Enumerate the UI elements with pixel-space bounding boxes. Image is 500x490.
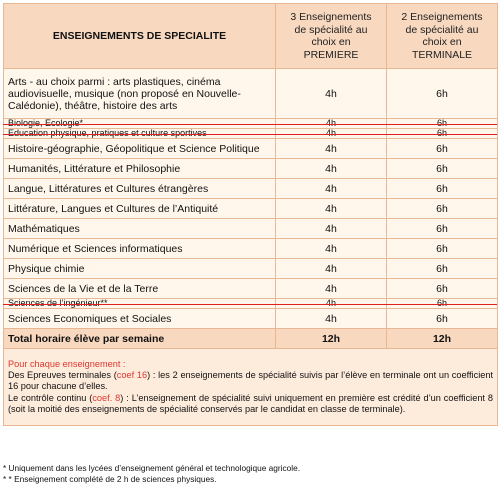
notes-row	[4, 349, 498, 426]
coef-8: coef. 8	[92, 392, 121, 403]
notes-paragraph-epreuves: Des Epreuves terminales (coef 16) : les 2 enseignements de spécialité suivis par l’élève en terminale ont un coefficient 16 pour chacune d’elles.	[8, 370, 494, 392]
total-label: Total horaire élève par semaine	[4, 329, 276, 349]
row-premiere-hours: 4h	[276, 69, 387, 119]
row-terminale-hours: 6h	[387, 119, 498, 129]
row-terminale-hours: 6h	[387, 159, 498, 179]
row-terminale-hours: 6h	[387, 309, 498, 329]
total-premiere-hours: 12h	[276, 329, 387, 349]
table-row	[4, 219, 498, 239]
row-label: Histoire-géographie, Géopolitique et Science Politique	[4, 139, 276, 159]
row-premiere-hours: 4h	[276, 309, 387, 329]
table-row	[4, 69, 498, 119]
footnote-1: * Uniquement dans les lycées d’enseignement général et technologique agricole.	[3, 463, 301, 473]
row-label: Biologie, Ecologie*	[4, 119, 276, 129]
row-premiere-hours: 4h	[276, 139, 387, 159]
row-label: Numérique et Sciences informatiques	[4, 239, 276, 259]
row-terminale-hours: 6h	[387, 279, 498, 299]
row-label: Sciences de l’ingénieur**	[4, 299, 276, 309]
footnote-2: * * Enseignement complété de 2 h de sciences physiques.	[3, 473, 217, 484]
table-row	[4, 309, 498, 329]
row-premiere-hours: 4h	[276, 199, 387, 219]
row-terminale-hours: 6h	[387, 139, 498, 159]
row-terminale-hours: 6h	[387, 239, 498, 259]
strike-through-line	[3, 124, 497, 125]
row-premiere-hours: 4h	[276, 159, 387, 179]
row-label: Mathématiques	[4, 219, 276, 239]
row-label: Physique chimie	[4, 259, 276, 279]
row-terminale-hours: 6h	[387, 299, 498, 309]
notes-paragraph-controle: Le contrôle continu (coef. 8) : L’enseignement de spécialité suivi uniquement en première est crédité d’un coefficient 8 (soit la moitié des enseignements de spécialité conservés par le candidat en classe de terminale).	[8, 392, 493, 414]
row-terminale-hours: 6h	[387, 219, 498, 239]
header-terminale: 2 Enseignements de spécialité au choix en TERMINALE	[387, 4, 498, 69]
notes-title: Pour chaque enseignement :	[8, 358, 126, 369]
row-label: Sciences de la Vie et de la Terre	[4, 279, 276, 299]
strike-through-line	[3, 304, 497, 305]
row-premiere-hours: 4h	[276, 129, 387, 139]
header-specialites: ENSEIGNEMENTS DE SPECIALITE	[4, 4, 276, 69]
row-premiere-hours: 4h	[276, 239, 387, 259]
row-premiere-hours: 4h	[276, 259, 387, 279]
table-row	[4, 139, 498, 159]
row-label: Education physique, pratiques et culture sportives	[4, 129, 276, 139]
row-premiere-hours: 4h	[276, 299, 387, 309]
row-label: Humanités, Littérature et Philosophie	[4, 159, 276, 179]
notes-cell	[4, 349, 498, 426]
table-row	[4, 239, 498, 259]
row-premiere-hours: 4h	[276, 279, 387, 299]
row-label: Arts - au choix parmi : arts plastiques, cinéma audiovisuelle, musique (non proposé en Nouvelle-Calédonie), théâtre, histoire des arts	[4, 69, 276, 119]
row-label: Sciences Economiques et Sociales	[4, 309, 276, 329]
header-premiere: 3 Enseignements de spécialité au choix en PREMIERE	[276, 4, 387, 69]
table-row	[4, 199, 498, 219]
table-row	[4, 179, 498, 199]
total-row	[4, 329, 498, 349]
row-terminale-hours: 6h	[387, 259, 498, 279]
row-premiere-hours: 4h	[276, 219, 387, 239]
row-terminale-hours: 6h	[387, 69, 498, 119]
footnotes	[3, 463, 497, 484]
total-terminale-hours: 12h	[387, 329, 498, 349]
coef-16: coef 16	[116, 370, 148, 381]
row-terminale-hours: 6h	[387, 129, 498, 139]
row-label: Langue, Littératures et Cultures étrangères	[4, 179, 276, 199]
row-label: Littérature, Langues et Cultures de l’Antiquité	[4, 199, 276, 219]
specialty-table	[3, 3, 498, 426]
strike-through-line	[3, 134, 497, 135]
table-row	[4, 159, 498, 179]
row-premiere-hours: 4h	[276, 179, 387, 199]
row-premiere-hours: 4h	[276, 119, 387, 129]
row-terminale-hours: 6h	[387, 199, 498, 219]
row-terminale-hours: 6h	[387, 179, 498, 199]
table-row	[4, 259, 498, 279]
table-header	[4, 4, 498, 69]
table-row	[4, 279, 498, 299]
